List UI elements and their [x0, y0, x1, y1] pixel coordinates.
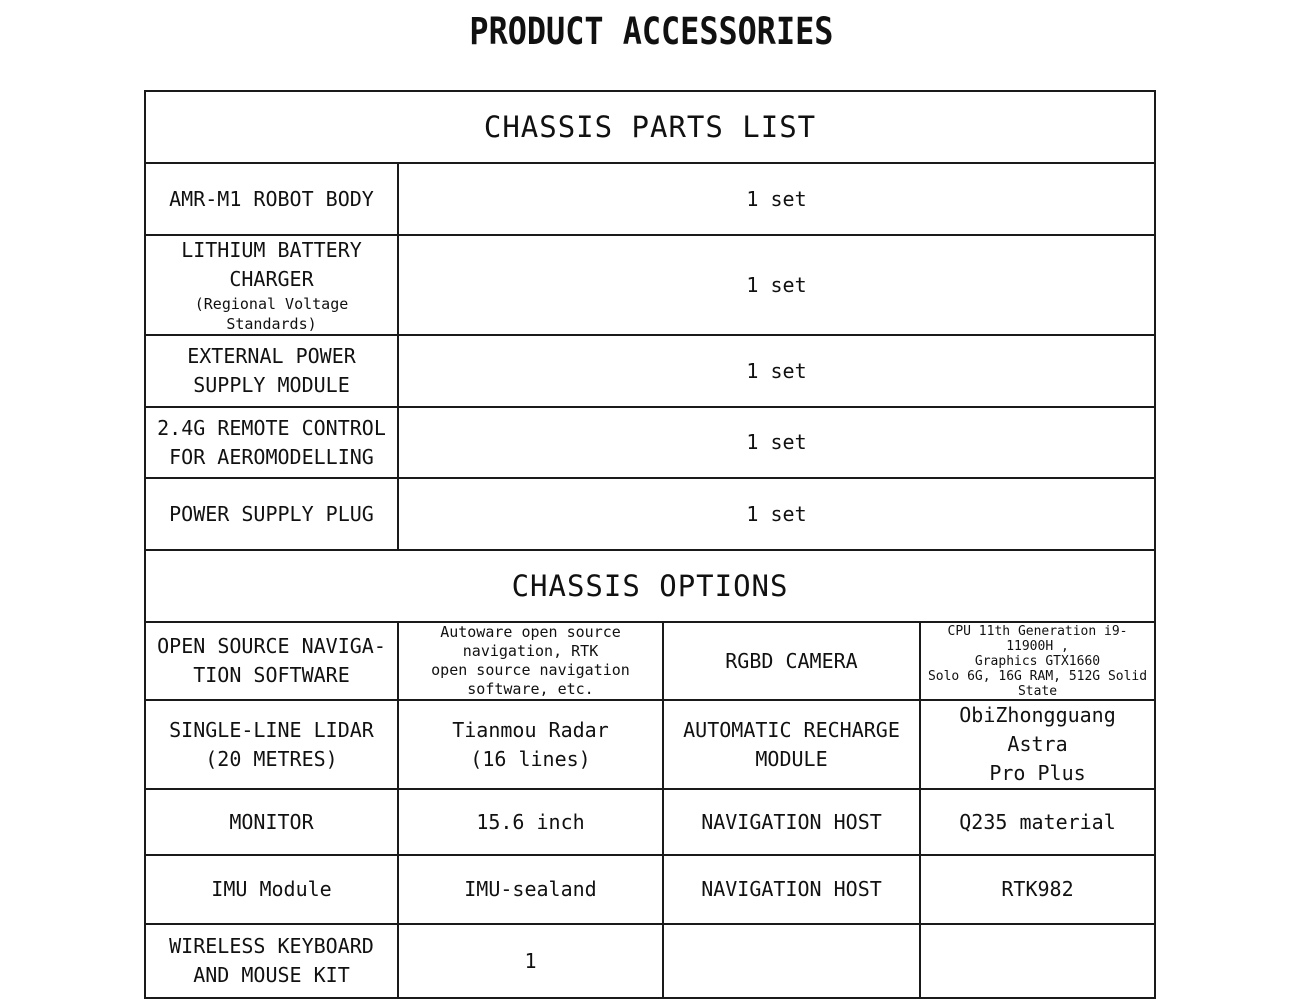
- cell-line: TION SOFTWARE: [193, 663, 350, 687]
- cell-line: CPU 11th Generation i9-11900H ,: [947, 623, 1128, 654]
- table-row: [145, 478, 1155, 550]
- option-cell-empty: [663, 924, 920, 998]
- cell-line: Q235 material: [959, 809, 1116, 834]
- options-heading-row: [145, 550, 1155, 622]
- cell-line: State: [1017, 683, 1058, 699]
- table-row: [145, 924, 1155, 998]
- cell-line: RGBD CAMERA: [725, 648, 858, 673]
- option-cell-empty: [920, 924, 1155, 998]
- table-row: [145, 700, 1155, 789]
- options-section-heading: CHASSIS OPTIONS: [145, 550, 1155, 622]
- part-quantity: 1 set: [398, 163, 1155, 235]
- cell-line: MONITOR: [229, 809, 314, 834]
- option-cell: [663, 700, 920, 789]
- cell-line: (20 METRES): [205, 746, 338, 771]
- table-row: [145, 855, 1155, 924]
- table-row: [145, 407, 1155, 478]
- part-quantity: 1 set: [398, 478, 1155, 550]
- part-name-line: LITHIUM BATTERY CHARGER: [181, 238, 362, 291]
- parts-section-heading: CHASSIS PARTS LIST: [145, 91, 1155, 163]
- accessories-table: [144, 90, 1156, 999]
- cell-line: IMU Module: [211, 877, 332, 901]
- part-quantity: 1 set: [398, 335, 1155, 407]
- part-name-line: 2.4G REMOTE CONTROL: [157, 415, 386, 440]
- page-title: PRODUCT ACCESSORIES: [469, 10, 834, 53]
- part-name-line: FOR AEROMODELLING: [169, 444, 374, 469]
- option-cell: [663, 855, 920, 924]
- cell-line: NAVIGATION HOST: [701, 809, 882, 834]
- part-name-line: SUPPLY MODULE: [193, 373, 350, 397]
- table-row: [145, 335, 1155, 407]
- cell-line: Tianmou Radar: [452, 717, 609, 742]
- option-cell: [920, 789, 1155, 855]
- table-row: [145, 235, 1155, 335]
- option-cell: [663, 622, 920, 700]
- option-cell: [145, 924, 398, 998]
- table-row: [145, 622, 1155, 700]
- part-note: (Regional Voltage Standards): [194, 295, 349, 333]
- cell-line: Pro Plus: [989, 761, 1086, 785]
- option-cell: [398, 789, 663, 855]
- cell-line: RTK982: [1001, 877, 1074, 901]
- cell-line: MODULE: [755, 746, 828, 771]
- cell-line: 15.6 inch: [476, 809, 585, 834]
- option-cell: [663, 789, 920, 855]
- cell-line: NAVIGATION HOST: [701, 877, 882, 901]
- cell-line: Autoware open source navigation, RTK: [440, 623, 621, 660]
- option-cell: [398, 700, 663, 789]
- option-cell: [145, 700, 398, 789]
- option-cell: [920, 622, 1155, 700]
- cell-line: AUTOMATIC RECHARGE: [683, 717, 900, 742]
- cell-line: WIRELESS KEYBOARD: [169, 934, 374, 958]
- table-row: [145, 163, 1155, 235]
- option-cell: [920, 700, 1155, 789]
- part-name-line: EXTERNAL POWER: [187, 344, 356, 368]
- option-cell: [398, 855, 663, 924]
- part-name: [145, 335, 398, 407]
- cell-line: OPEN SOURCE NAVIGA-: [157, 634, 386, 658]
- table-row: [145, 789, 1155, 855]
- cell-line: Solo 6G, 16G RAM, 512G Solid: [927, 668, 1148, 684]
- option-cell: [145, 789, 398, 855]
- cell-line: IMU-sealand: [464, 877, 597, 901]
- option-cell: [145, 622, 398, 700]
- part-name: [145, 163, 398, 235]
- cell-line: 1: [524, 948, 537, 973]
- option-cell: [398, 622, 663, 700]
- part-quantity: 1 set: [398, 235, 1155, 335]
- cell-line: AND MOUSE KIT: [193, 963, 350, 987]
- option-cell: [920, 855, 1155, 924]
- part-quantity: 1 set: [398, 407, 1155, 478]
- part-name: [145, 478, 398, 550]
- cell-line: open source navigation software, etc.: [431, 661, 630, 698]
- cell-line: ObiZhongguang Astra: [959, 703, 1116, 756]
- cell-line: (16 lines): [470, 746, 591, 771]
- option-cell: [145, 855, 398, 924]
- parts-heading-row: [145, 91, 1155, 163]
- part-name-line: POWER SUPPLY PLUG: [169, 501, 374, 526]
- option-cell: [398, 924, 663, 998]
- part-name-line: AMR-M1 ROBOT BODY: [169, 186, 374, 211]
- cell-line: Graphics GTX1660: [974, 653, 1101, 669]
- part-name: [145, 235, 398, 335]
- part-name: [145, 407, 398, 478]
- cell-line: SINGLE-LINE LIDAR: [169, 717, 374, 742]
